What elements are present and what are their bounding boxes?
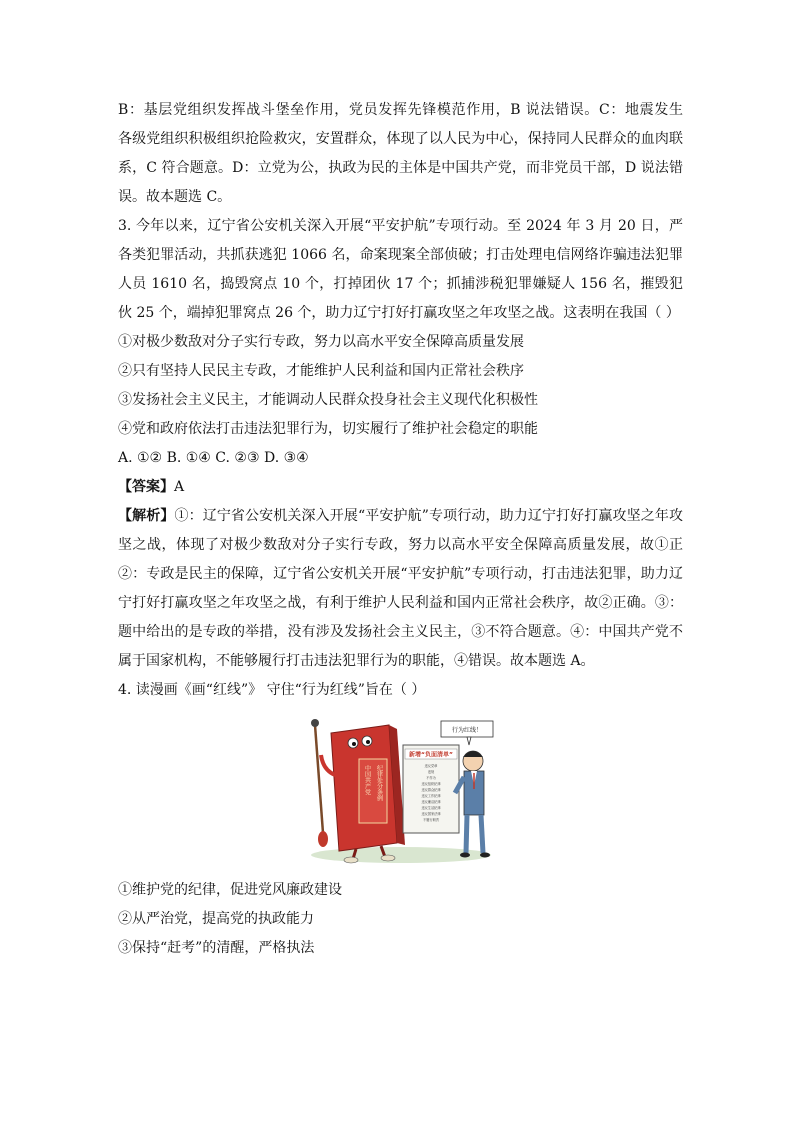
statement-option: ①维护党的纪律，促进党风廉政建设 — [118, 882, 342, 898]
cartoon-container — [118, 715, 683, 870]
board-item: 违反生活纪律 — [421, 806, 441, 810]
text-line: 系，C 符合题意。D：立党为公，执政为民的主体是中国共产党，而非党员干部，D 说法错 — [118, 160, 683, 176]
analysis-line — [118, 502, 683, 531]
official-figure-icon — [455, 751, 490, 858]
question-stem-line: 人员 1610 名，捣毁窝点 10 个，打掉团伙 17 个；抓捕涉税犯罪嫌疑人 156 名，摧毁犯 — [118, 276, 683, 292]
analysis-line: ②：专政是民主的保障，辽宁省公安机关开展“平安护航”专项行动，打击违法犯罪，助力辽 — [118, 566, 683, 582]
book-title-1: 中国共产党 — [363, 765, 371, 795]
analysis-line: 属于国家机构，不能够履行打击违法犯罪行为的职能，④错误。故本题选 A。 — [118, 653, 595, 669]
question-stem-line: 各类犯罪活动，共抓获逃犯 1066 名，命案现案全部侦破；打击处理电信网络诈骗违法犯罪 — [118, 247, 683, 263]
statement-option: ④党和政府依法打击违法犯罪行为，切实履行了维护社会稳定的职能 — [118, 421, 538, 437]
book-title-2: 纪律处分条例 — [375, 765, 383, 801]
board-item: 违反党章 — [424, 764, 438, 768]
question-stem-line: 3. 今年以来，辽宁省公安机关深入开展“平安护航”专项行动。至 2024 年 3 月 20 日，严 — [118, 218, 683, 234]
board-item: 违反廉洁纪律 — [421, 800, 441, 804]
question-stem-line: 伙 25 个，端掉犯罪窝点 26 个，助力辽宁打好打赢攻坚之年攻坚之战。这表明在我国（ ） — [118, 305, 680, 321]
speech-bubble-icon — [441, 721, 493, 745]
cartoon-image — [301, 715, 501, 865]
book-icon — [321, 725, 405, 863]
analysis-line: 坚之战，体现了对极少数敌对分子实行专政，努力以高水平安全保障高质量发展，故①正 — [118, 537, 683, 553]
answer-line — [118, 473, 683, 502]
board-item: 违反组织纪律 — [421, 782, 441, 786]
question-stem-line: 4. 读漫画《画“红线”》 守住“行为红线”旨在（ ） — [118, 682, 426, 698]
document-page — [118, 96, 683, 963]
board-item: 违反工作纪律 — [421, 794, 441, 798]
text-line: B：基层党组织发挥战斗堡垒作用，党员发挥先锋模范作用，B 说法错误。C：地震发生 — [118, 102, 683, 118]
text-line: 各级党组织积极组织抢险救灾，安置群众，体现了以人民为中心，保持同人民群众的血肉联 — [118, 131, 683, 147]
answer-value: A — [174, 479, 185, 495]
statement-option: ①对极少数敌对分子实行专政，努力以高水平安全保障高质量发展 — [118, 334, 524, 350]
text-line: 误。故本题选 C。 — [118, 189, 232, 205]
analysis-text: ①：辽宁省公安机关深入开展“平安护航”专项行动，助力辽宁打好打赢攻坚之年攻 — [174, 508, 683, 524]
question-4 — [118, 676, 683, 963]
answer-label: 【答案】 — [118, 479, 174, 495]
board-title: 新增“负面清单” — [409, 751, 453, 759]
board-item: 不履行职责 — [423, 818, 439, 822]
board-item: 违规 — [427, 770, 435, 774]
speech-text: 行为红线！ — [451, 727, 483, 734]
q2-analysis-tail — [118, 96, 683, 212]
statement-option: ②只有坚持人民民主专政，才能维护人民利益和国内正常社会秩序 — [118, 363, 524, 379]
board-item: 不作为 — [426, 776, 436, 780]
notice-board-icon — [403, 745, 459, 833]
board-item: 违反国家法律 — [421, 812, 441, 816]
question-3 — [118, 212, 683, 676]
answer-choices: A. ①② B. ①④ C. ②③ D. ③④ — [118, 450, 309, 466]
analysis-label: 【解析】 — [118, 508, 175, 524]
board-item: 违反群众纪律 — [421, 788, 441, 792]
statement-option: ③发扬社会主义民主，才能调动人民群众投身社会主义现代化积极性 — [118, 392, 538, 408]
brush-icon — [311, 719, 328, 847]
analysis-line: 宁打好打赢攻坚之年攻坚之战，有利于维护人民利益和国内正常社会秩序，故②正确。③： — [118, 595, 683, 611]
statement-option: ③保持“赶考”的清醒，严格执法 — [118, 940, 315, 956]
statement-option: ②从严治党，提高党的执政能力 — [118, 911, 314, 927]
analysis-line: 题中给出的是专政的举措，没有涉及发扬社会主义民主，③不符合题意。④：中国共产党不 — [118, 624, 683, 640]
